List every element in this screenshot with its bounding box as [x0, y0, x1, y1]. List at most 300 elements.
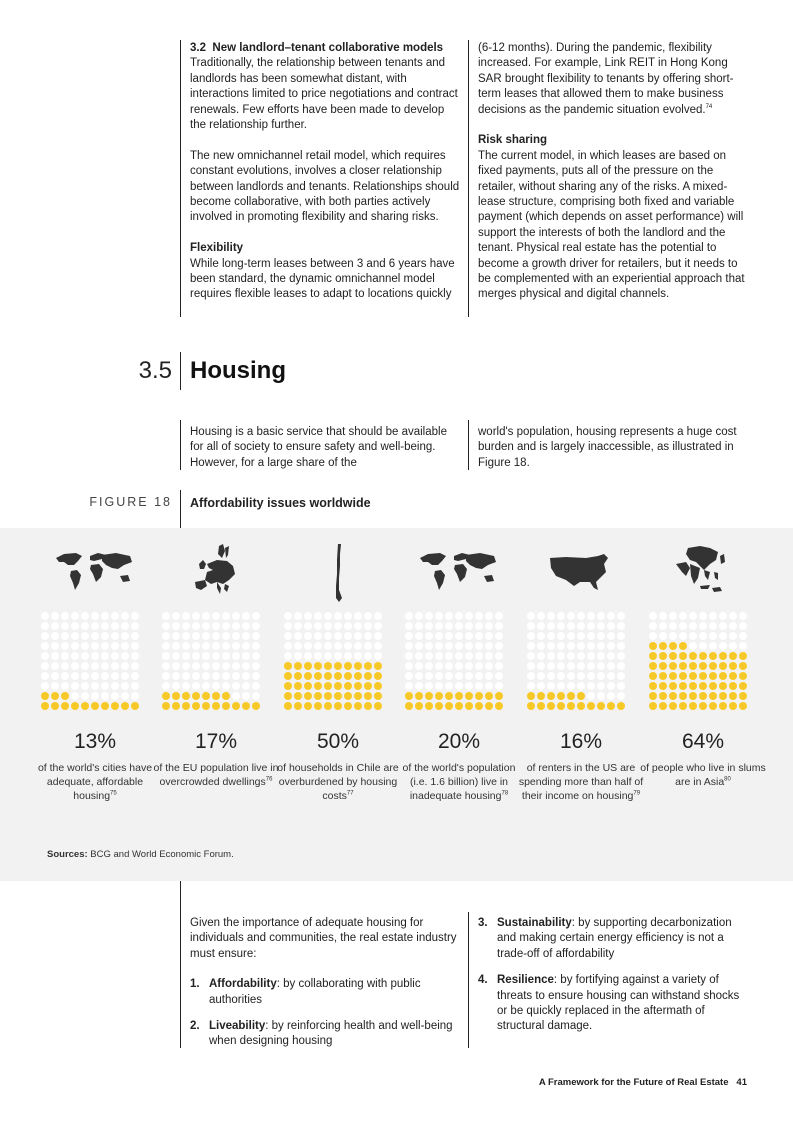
- dot-grid: [526, 611, 626, 711]
- bottom-left-column: [190, 916, 462, 1061]
- empty-dot: [617, 622, 625, 630]
- empty-dot: [324, 612, 332, 620]
- filled-dot: [344, 702, 352, 710]
- filled-dot: [699, 662, 707, 670]
- empty-dot: [81, 612, 89, 620]
- empty-dot: [597, 612, 605, 620]
- filled-dot: [374, 702, 382, 710]
- empty-dot: [81, 672, 89, 680]
- empty-dot: [202, 662, 210, 670]
- empty-dot: [669, 632, 677, 640]
- filled-dot: [202, 702, 210, 710]
- empty-dot: [101, 662, 109, 670]
- empty-dot: [455, 632, 463, 640]
- empty-dot: [465, 652, 473, 660]
- empty-dot: [162, 622, 170, 630]
- figure-label: FIGURE 18: [89, 495, 172, 509]
- empty-dot: [679, 622, 687, 630]
- empty-dot: [41, 652, 49, 660]
- filled-dot: [61, 692, 69, 700]
- filled-dot: [689, 662, 697, 670]
- empty-dot: [71, 652, 79, 660]
- filled-dot: [689, 672, 697, 680]
- paragraph: The current model, in which leases are based on fixed payments, puts all of the pressure on the retailer, without sharing any of the risks. A mixed-lease structure, comprising both fixed and variable payment (which depends on asset performance) will support the interests of both the landlord and the tenant. Physical real estate has the potential to become a growth driver for retailers, but it needs to be complemented with an experiential approach that merges physical and digital channels.: [478, 149, 745, 301]
- filled-dot: [364, 672, 372, 680]
- empty-dot: [699, 632, 707, 640]
- empty-dot: [222, 622, 230, 630]
- empty-dot: [61, 662, 69, 670]
- filled-dot: [537, 692, 545, 700]
- empty-dot: [202, 632, 210, 640]
- filled-dot: [729, 692, 737, 700]
- empty-dot: [111, 682, 119, 690]
- intro-left: Housing is a basic service that should be available for all of society to ensure safety and well-being. However, for a large share of the: [190, 426, 447, 469]
- empty-dot: [567, 652, 575, 660]
- empty-dot: [71, 682, 79, 690]
- empty-dot: [222, 652, 230, 660]
- filled-dot: [689, 682, 697, 690]
- empty-dot: [212, 662, 220, 670]
- filled-dot: [294, 662, 302, 670]
- filled-dot: [689, 652, 697, 660]
- stat-description: of renters in the US are spending more than half of their income on housing$^{79}$: [518, 762, 644, 802]
- empty-dot: [607, 622, 615, 630]
- filled-dot: [659, 652, 667, 660]
- empty-dot: [71, 642, 79, 650]
- stat-percent: 13%: [73, 730, 117, 753]
- empty-dot: [354, 632, 362, 640]
- empty-dot: [547, 662, 555, 670]
- filled-dot: [304, 672, 312, 680]
- empty-dot: [435, 622, 443, 630]
- filled-dot: [679, 682, 687, 690]
- empty-dot: [202, 682, 210, 690]
- stat-percent: 50%: [316, 730, 360, 753]
- filled-dot: [212, 692, 220, 700]
- empty-dot: [101, 692, 109, 700]
- empty-dot: [607, 682, 615, 690]
- empty-dot: [597, 672, 605, 680]
- filled-dot: [729, 682, 737, 690]
- filled-dot: [314, 672, 322, 680]
- paragraph: Given the importance of adequate housing for individuals and communities, the real estate industry must ensure:: [190, 917, 457, 960]
- empty-dot: [71, 612, 79, 620]
- filled-dot: [719, 692, 727, 700]
- page-footer: [539, 1077, 747, 1088]
- empty-dot: [182, 662, 190, 670]
- empty-dot: [567, 612, 575, 620]
- empty-dot: [405, 672, 413, 680]
- filled-dot: [547, 692, 555, 700]
- filled-dot: [81, 702, 89, 710]
- empty-dot: [557, 672, 565, 680]
- figure-rule: [180, 490, 181, 528]
- empty-dot: [729, 632, 737, 640]
- empty-dot: [314, 652, 322, 660]
- empty-dot: [212, 672, 220, 680]
- empty-dot: [425, 652, 433, 660]
- empty-dot: [202, 672, 210, 680]
- empty-dot: [111, 662, 119, 670]
- empty-dot: [465, 662, 473, 670]
- empty-dot: [121, 652, 129, 660]
- empty-dot: [445, 612, 453, 620]
- empty-dot: [91, 652, 99, 660]
- empty-dot: [131, 652, 139, 660]
- filled-dot: [374, 662, 382, 670]
- empty-dot: [252, 662, 260, 670]
- empty-dot: [202, 622, 210, 630]
- empty-dot: [709, 612, 717, 620]
- empty-dot: [547, 682, 555, 690]
- empty-dot: [547, 612, 555, 620]
- filled-dot: [304, 702, 312, 710]
- empty-dot: [71, 672, 79, 680]
- filled-dot: [354, 672, 362, 680]
- empty-dot: [162, 642, 170, 650]
- empty-dot: [242, 692, 250, 700]
- empty-dot: [485, 622, 493, 630]
- empty-dot: [475, 632, 483, 640]
- empty-dot: [284, 622, 292, 630]
- empty-dot: [557, 632, 565, 640]
- filled-dot: [475, 702, 483, 710]
- paragraph: While long-term leases between 3 and 6 years have been standard, the dynamic omnichannel model requires flexible leases to adapt to locations quickly: [190, 257, 455, 301]
- empty-dot: [304, 632, 312, 640]
- empty-dot: [617, 662, 625, 670]
- empty-dot: [111, 632, 119, 640]
- empty-dot: [425, 682, 433, 690]
- filled-dot: [324, 702, 332, 710]
- empty-dot: [354, 622, 362, 630]
- empty-dot: [689, 612, 697, 620]
- empty-dot: [172, 612, 180, 620]
- empty-dot: [699, 642, 707, 650]
- filled-dot: [71, 702, 79, 710]
- empty-dot: [435, 672, 443, 680]
- filled-dot: [649, 682, 657, 690]
- empty-dot: [649, 622, 657, 630]
- empty-dot: [455, 672, 463, 680]
- filled-dot: [567, 692, 575, 700]
- empty-dot: [202, 652, 210, 660]
- empty-dot: [304, 622, 312, 630]
- empty-dot: [81, 692, 89, 700]
- empty-dot: [344, 622, 352, 630]
- empty-dot: [252, 642, 260, 650]
- empty-dot: [547, 642, 555, 650]
- empty-dot: [162, 662, 170, 670]
- empty-dot: [41, 672, 49, 680]
- empty-dot: [537, 632, 545, 640]
- empty-dot: [485, 642, 493, 650]
- filled-dot: [719, 652, 727, 660]
- filled-dot: [465, 692, 473, 700]
- empty-dot: [679, 612, 687, 620]
- empty-dot: [334, 612, 342, 620]
- empty-dot: [617, 682, 625, 690]
- empty-dot: [374, 612, 382, 620]
- empty-dot: [192, 632, 200, 640]
- empty-dot: [111, 672, 119, 680]
- filled-dot: [222, 692, 230, 700]
- filled-dot: [304, 692, 312, 700]
- empty-dot: [435, 612, 443, 620]
- filled-dot: [689, 702, 697, 710]
- empty-dot: [547, 652, 555, 660]
- stat-percent: 64%: [681, 730, 725, 753]
- empty-dot: [192, 672, 200, 680]
- filled-dot: [222, 702, 230, 710]
- empty-dot: [495, 622, 503, 630]
- filled-dot: [435, 702, 443, 710]
- empty-dot: [425, 672, 433, 680]
- empty-dot: [41, 632, 49, 640]
- filled-dot: [709, 652, 717, 660]
- filled-dot: [679, 692, 687, 700]
- empty-dot: [242, 632, 250, 640]
- empty-dot: [557, 622, 565, 630]
- empty-dot: [172, 642, 180, 650]
- empty-dot: [485, 682, 493, 690]
- empty-dot: [212, 632, 220, 640]
- empty-dot: [415, 662, 423, 670]
- empty-dot: [495, 682, 503, 690]
- filled-dot: [739, 672, 747, 680]
- empty-dot: [232, 632, 240, 640]
- empty-dot: [435, 652, 443, 660]
- filled-dot: [455, 702, 463, 710]
- empty-dot: [232, 672, 240, 680]
- section-title: Housing: [190, 357, 286, 384]
- empty-dot: [182, 682, 190, 690]
- empty-dot: [91, 682, 99, 690]
- filled-dot: [374, 682, 382, 690]
- empty-dot: [344, 642, 352, 650]
- empty-dot: [465, 632, 473, 640]
- filled-dot: [405, 702, 413, 710]
- paragraph: (6-12 months). During the pandemic, flexibility increased. For example, Link REIT in Hong Kong SAR brought flexibility to tenants by offering short-term leases that allowed them to make business decisions as the pandemic situation evolved.$^{74}$: [478, 42, 734, 116]
- filled-dot: [284, 662, 292, 670]
- filled-dot: [699, 672, 707, 680]
- column-rule-right: [468, 420, 469, 470]
- filled-dot: [527, 692, 535, 700]
- empty-dot: [242, 642, 250, 650]
- empty-dot: [101, 642, 109, 650]
- empty-dot: [659, 622, 667, 630]
- empty-dot: [354, 612, 362, 620]
- empty-dot: [81, 622, 89, 630]
- empty-dot: [121, 622, 129, 630]
- filled-dot: [679, 662, 687, 670]
- stat-description: of households in Chile are overburdened by housing costs$^{77}$: [277, 762, 399, 802]
- empty-dot: [577, 662, 585, 670]
- empty-dot: [425, 612, 433, 620]
- empty-dot: [374, 642, 382, 650]
- paragraph: The new omnichannel retail model, which requires constant evolutions, involves a closer relationship between landlords and tenants. Relationships should become collaborative, with both parties actively involved in promoting flexibility and sharing risks.: [190, 149, 460, 224]
- empty-dot: [41, 682, 49, 690]
- empty-dot: [729, 622, 737, 630]
- empty-dot: [91, 622, 99, 630]
- empty-dot: [91, 692, 99, 700]
- empty-dot: [495, 662, 503, 670]
- empty-dot: [587, 682, 595, 690]
- empty-dot: [162, 682, 170, 690]
- empty-dot: [597, 692, 605, 700]
- empty-dot: [537, 652, 545, 660]
- filled-dot: [659, 672, 667, 680]
- top-right-column: [478, 41, 750, 303]
- empty-dot: [101, 622, 109, 630]
- empty-dot: [252, 632, 260, 640]
- empty-dot: [587, 662, 595, 670]
- empty-dot: [435, 682, 443, 690]
- filled-dot: [334, 702, 342, 710]
- empty-dot: [669, 612, 677, 620]
- filled-dot: [679, 702, 687, 710]
- top-left-column: [190, 41, 462, 303]
- empty-dot: [81, 652, 89, 660]
- empty-dot: [304, 612, 312, 620]
- empty-dot: [121, 682, 129, 690]
- empty-dot: [607, 612, 615, 620]
- empty-dot: [415, 632, 423, 640]
- empty-dot: [495, 652, 503, 660]
- filled-dot: [344, 682, 352, 690]
- filled-dot: [597, 702, 605, 710]
- filled-dot: [41, 692, 49, 700]
- empty-dot: [567, 662, 575, 670]
- empty-dot: [475, 672, 483, 680]
- empty-dot: [131, 632, 139, 640]
- filled-dot: [111, 702, 119, 710]
- filled-dot: [669, 662, 677, 670]
- empty-dot: [41, 662, 49, 670]
- empty-dot: [242, 622, 250, 630]
- filled-dot: [344, 662, 352, 670]
- empty-dot: [547, 672, 555, 680]
- list-item: 4. Resilience: by fortifying against a variety of threats to ensure housing can withstand shocks or be quickly replaced in the aftermath of structural damage.: [478, 974, 740, 1033]
- empty-dot: [232, 642, 240, 650]
- empty-dot: [475, 622, 483, 630]
- europe-map-icon: [187, 542, 245, 598]
- empty-dot: [475, 642, 483, 650]
- filled-dot: [91, 702, 99, 710]
- filled-dot: [304, 682, 312, 690]
- filled-dot: [719, 682, 727, 690]
- empty-dot: [617, 632, 625, 640]
- empty-dot: [577, 642, 585, 650]
- empty-dot: [344, 632, 352, 640]
- filled-dot: [739, 702, 747, 710]
- empty-dot: [242, 672, 250, 680]
- filled-dot: [374, 672, 382, 680]
- stat-description: of the world's cities have adequate, affordable housing$^{75}$: [37, 762, 153, 802]
- empty-dot: [577, 672, 585, 680]
- stat-percent: 17%: [194, 730, 238, 753]
- filled-dot: [537, 702, 545, 710]
- empty-dot: [527, 622, 535, 630]
- empty-dot: [222, 682, 230, 690]
- empty-dot: [364, 652, 372, 660]
- empty-dot: [567, 642, 575, 650]
- empty-dot: [577, 622, 585, 630]
- empty-dot: [729, 642, 737, 650]
- filled-dot: [649, 692, 657, 700]
- empty-dot: [232, 682, 240, 690]
- empty-dot: [587, 622, 595, 630]
- empty-dot: [172, 632, 180, 640]
- empty-dot: [364, 612, 372, 620]
- empty-dot: [537, 642, 545, 650]
- filled-dot: [314, 692, 322, 700]
- empty-dot: [242, 612, 250, 620]
- filled-dot: [284, 692, 292, 700]
- empty-dot: [101, 672, 109, 680]
- filled-dot: [314, 662, 322, 670]
- empty-dot: [192, 662, 200, 670]
- filled-dot: [324, 672, 332, 680]
- empty-dot: [91, 642, 99, 650]
- empty-dot: [324, 642, 332, 650]
- filled-dot: [405, 692, 413, 700]
- empty-dot: [212, 652, 220, 660]
- filled-dot: [649, 702, 657, 710]
- filled-dot: [547, 702, 555, 710]
- empty-dot: [344, 652, 352, 660]
- empty-dot: [527, 682, 535, 690]
- filled-dot: [284, 682, 292, 690]
- filled-dot: [659, 702, 667, 710]
- empty-dot: [527, 652, 535, 660]
- empty-dot: [41, 642, 49, 650]
- filled-dot: [669, 702, 677, 710]
- filled-dot: [304, 662, 312, 670]
- empty-dot: [212, 682, 220, 690]
- empty-dot: [495, 642, 503, 650]
- list-item: 1. Affordability: by collaborating with public authorities: [190, 978, 421, 1006]
- filled-dot: [425, 702, 433, 710]
- filled-dot: [294, 692, 302, 700]
- filled-dot: [232, 702, 240, 710]
- filled-dot: [455, 692, 463, 700]
- empty-dot: [649, 632, 657, 640]
- empty-dot: [537, 672, 545, 680]
- empty-dot: [314, 622, 322, 630]
- empty-dot: [61, 622, 69, 630]
- empty-dot: [465, 642, 473, 650]
- filled-dot: [51, 702, 59, 710]
- section-rule: [180, 352, 181, 390]
- empty-dot: [364, 622, 372, 630]
- empty-dot: [587, 652, 595, 660]
- filled-dot: [485, 702, 493, 710]
- empty-dot: [294, 622, 302, 630]
- empty-dot: [709, 622, 717, 630]
- filled-dot: [162, 692, 170, 700]
- empty-dot: [567, 622, 575, 630]
- list-item: 3. Sustainability: by supporting decarbonization and making certain energy efficiency is not a trade-off of affordability: [478, 917, 732, 960]
- empty-dot: [334, 652, 342, 660]
- empty-dot: [495, 672, 503, 680]
- filled-dot: [739, 652, 747, 660]
- filled-dot: [324, 662, 332, 670]
- empty-dot: [91, 612, 99, 620]
- empty-dot: [607, 632, 615, 640]
- world-map-icon: [54, 550, 136, 594]
- empty-dot: [111, 652, 119, 660]
- empty-dot: [475, 662, 483, 670]
